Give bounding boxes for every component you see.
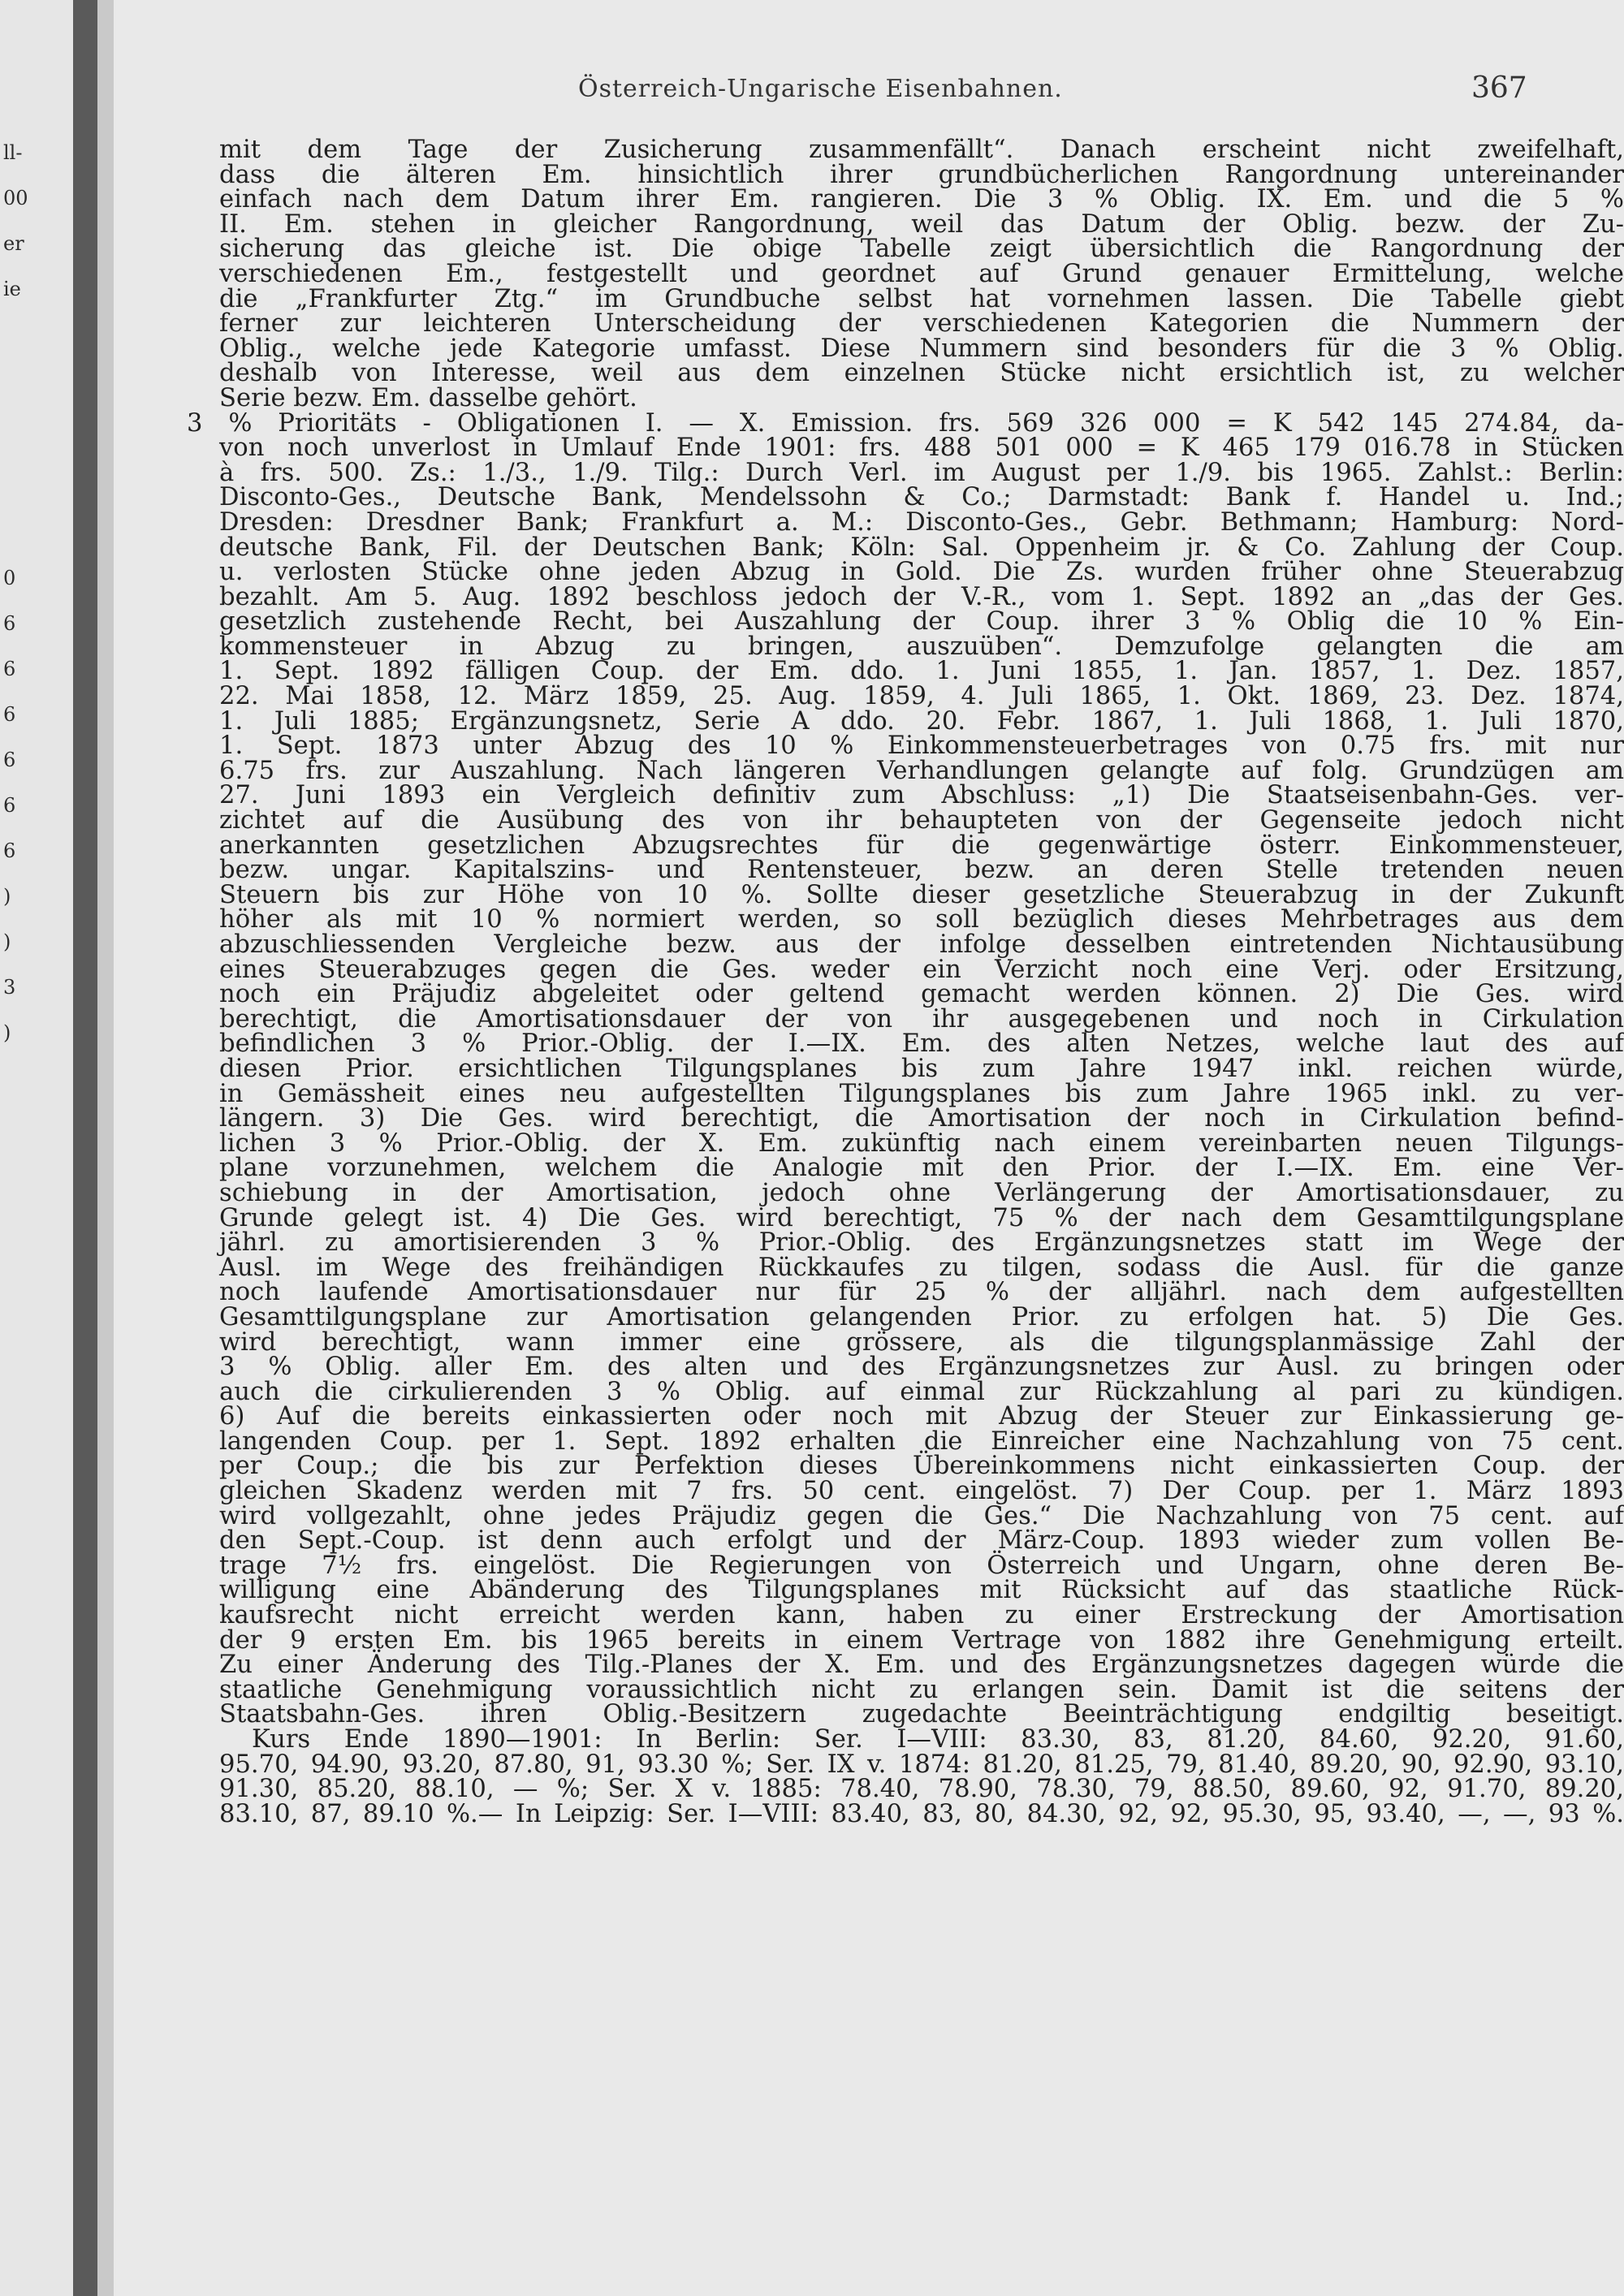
text-line: 3 % Oblig. aller Em. des alten und des Ergänzungsnetzes zur Ausl. zu bringen oder (219, 1353, 1624, 1382)
left-fragment: ) (3, 885, 11, 908)
left-fragment: 0 (3, 567, 16, 589)
left-fragment: er (3, 232, 24, 255)
text-line: anerkannten gesetzlichen Abzugsrechtes für die gegenwärtige österr. Einkommensteuer, (219, 831, 1624, 860)
text-line: höher als mit 10 % normiert werden, so soll bezüglich dieses Mehrbetrages aus dem (219, 905, 1624, 934)
left-fragment: 6 (3, 794, 16, 817)
text-line: verschiedenen Em., festgestellt und geordnet auf Grund genauer Ermittelung, welche (219, 259, 1624, 288)
text-body (187, 136, 1624, 1828)
left-page-fragments (3, 130, 60, 1055)
text-line: 27. Juni 1893 ein Vergleich definitiv zum Abschluss: „1) Die Staatseisenbahn-Ges. ver- (219, 781, 1624, 810)
text-line: Kurs Ende 1890—1901: In Berlin: Ser. I—VIII: 83.30, 83, 81.20, 84.60, 92.20, 91.60, (252, 1725, 1624, 1754)
text-line: 1. Juli 1885; Ergänzungsnetz, Serie A ddo. 20. Febr. 1867, 1. Juli 1868, 1. Juli 1870, (219, 706, 1624, 736)
text-line: diesen Prior. ersichtlichen Tilgungsplanes bis zum Jahre 1947 inkl. reichen würde, (219, 1054, 1624, 1083)
left-page-margin (0, 0, 73, 2296)
text-line: die „Frankfurter Ztg.“ im Grundbuche selbst hat vornehmen lassen. Die Tabelle giebt (219, 284, 1624, 313)
text-line: Ausl. im Wege des freihändigen Rückkaufes zu tilgen, sodass die Ausl. für die ganze (219, 1253, 1624, 1282)
text-line: langenden Coup. per 1. Sept. 1892 erhalten die Einreicher eine Nachzahlung von 75 cent. (219, 1426, 1624, 1456)
text-line: Staatsbahn-Ges. ihren Oblig.-Besitzern zugedachte Beeinträchtigung endgiltig beseitigt. (219, 1700, 1624, 1729)
left-fragment: 00 (3, 187, 28, 209)
text-line: den Sept.-Coup. ist denn auch erfolgt und der März-Coup. 1893 wieder zum vollen Be- (219, 1526, 1624, 1556)
left-fragment: 6 (3, 658, 16, 680)
text-line: mit dem Tage der Zusicherung zusammenfällt“. Danach erscheint nicht zweifelhaft, (219, 136, 1624, 164)
text-line: Grunde gelegt ist. 4) Die Ges. wird berechtigt, 75 % der nach dem Gesamttilgungsplane (219, 1203, 1624, 1232)
text-line: 91.30, 85.20, 88.10, — %; Ser. X v. 1885: 78.40, 78.90, 78.30, 79, 88.50, 89.60, 92, 91.70, 89.20, (219, 1775, 1624, 1804)
left-fragment: ) (3, 1021, 11, 1044)
text-line: auch die cirkulierenden 3 % Oblig. auf einmal zur Rückzahlung al pari zu kündigen. (219, 1377, 1624, 1406)
text-line: der 9 ersten Em. bis 1965 bereits in einem Vertrage von 1882 ihre Genehmigung erteilt. (219, 1625, 1624, 1655)
text-line: jährl. zu amortisierenden 3 % Prior.-Oblig. des Ergänzungsnetzes statt im Wege der (219, 1228, 1624, 1258)
text-line: wird vollgezahlt, ohne jedes Präjudiz gegen die Ges.“ Die Nachzahlung von 75 cent. auf (219, 1501, 1624, 1530)
text-line: willigung eine Abänderung des Tilgungsplanes mit Rücksicht auf das staatliche Rück- (219, 1576, 1624, 1605)
left-fragment: 6 (3, 749, 16, 771)
text-line: per Coup.; die bis zur Perfektion dieses Übereinkommens nicht einkassierten Coup. der (219, 1452, 1624, 1481)
book-gutter-edge (97, 0, 114, 2296)
text-line: gesetzlich zustehende Recht, bei Auszahlung der Coup. ihrer 3 % Oblig die 10 % Ein- (219, 607, 1624, 637)
left-fragment: ll- (3, 141, 23, 164)
text-line: dass die älteren Em. hinsichtlich ihrer grundbücherlichen Rangordnung untereinander (219, 160, 1624, 189)
text-line: bezahlt. Am 5. Aug. 1892 beschloss jedoch der V.-R., vom 1. Sept. 1892 an „das der Ges. (219, 582, 1624, 611)
text-line: längern. 3) Die Ges. wird berechtigt, die Amortisation der noch in Cirkulation befind- (219, 1104, 1624, 1133)
running-title: Österreich-Ungarische Eisenbahnen. (578, 75, 1063, 103)
text-line: Dresden: Dresdner Bank; Frankfurt a. M.: Disconto-Ges., Gebr. Bethmann; Hamburg: Nord- (219, 507, 1624, 537)
text-line: trage 7½ frs. eingelöst. Die Regierungen von Österreich und Ungarn, ohne deren Be- (219, 1551, 1624, 1580)
text-line: wird berechtigt, wann immer eine grössere, als die tilgungsplanmässige Zahl der (219, 1327, 1624, 1357)
text-line: berechtigt, die Amortisationsdauer der von ihr ausgegebenen und noch in Cirkulation (219, 1004, 1624, 1034)
left-fragment: 6 (3, 839, 16, 862)
left-fragment: ) (3, 930, 11, 953)
text-line: Oblig., welche jede Kategorie umfasst. Diese Nummern sind besonders für die 3 % Oblig. (219, 334, 1624, 363)
text-line: bezw. ungar. Kapitalszins- und Rentensteuer, bezw. an deren Stelle tretenden neuen (219, 856, 1624, 885)
text-line: ferner zur leichteren Unterscheidung der verschiedenen Kategorien die Nummern der (219, 309, 1624, 339)
text-line: 1. Sept. 1873 unter Abzug des 10 % Einkommensteuerbetrages von 0.75 frs. mit nur (219, 732, 1624, 761)
text-line: à frs. 500. Zs.: 1./3., 1./9. Tilg.: Durch Verl. im August per 1./9. bis 1965. Zahlst.: Berlin: (219, 458, 1624, 487)
text-line: befindlichen 3 % Prior.-Oblig. der I.—IX. Em. des alten Netzes, welche laut des auf (219, 1029, 1624, 1059)
text-line: deshalb von Interesse, weil aus dem einzelnen Stücke nicht ersichtlich ist, zu welcher (219, 359, 1624, 388)
text-line: 6.75 frs. zur Auszahlung. Nach längeren Verhandlungen gelangte auf folg. Grundzügen am (219, 756, 1624, 785)
text-line: 6) Auf die bereits einkassierten oder noch mit Abzug der Steuer zur Einkassierung ge- (219, 1402, 1624, 1431)
text-line: 95.70, 94.90, 93.20, 87.80, 91, 93.30 %; Ser. IX v. 1874: 81.20, 81.25, 79, 81.40, 89.20, 90, 92.90, 93.10, (219, 1750, 1624, 1779)
text-line: lichen 3 % Prior.-Oblig. der X. Em. zukünftig nach einem vereinbarten neuen Tilgungs- (219, 1129, 1624, 1158)
page-number: 367 (1471, 71, 1527, 105)
text-line: 83.10, 87, 89.10 %.— In Leipzig: Ser. I—VIII: 83.40, 83, 80, 84.30, 92, 92, 95.30, 95, 93.40, —, —, 93 %. (219, 1799, 1624, 1828)
text-line: 22. Mai 1858, 12. März 1859, 25. Aug. 1859, 4. Juli 1865, 1. Okt. 1869, 23. Dez. 1874, (219, 682, 1624, 711)
text-line: sicherung das gleiche ist. Die obige Tabelle zeigt übersichtlich die Rangordnung der (219, 235, 1624, 264)
text-line: plane vorzunehmen, welchem die Analogie mit den Prior. der I.—IX. Em. eine Ver- (219, 1154, 1624, 1183)
page-header (114, 71, 1624, 115)
text-line: kommensteuer in Abzug zu bringen, auszuüben“. Demzufolge gelangten die am (219, 632, 1624, 661)
text-line: 1. Sept. 1892 fälligen Coup. der Em. ddo. 1. Juni 1855, 1. Jan. 1857, 1. Dez. 1857, (219, 657, 1624, 686)
text-line: Gesamttilgungsplane zur Amortisation gelangenden Prior. zu erfolgen hat. 5) Die Ges. (219, 1302, 1624, 1331)
left-fragment: 6 (3, 703, 16, 726)
text-line: zichtet auf die Ausübung des von ihr behaupteten von der Gegenseite jedoch nicht (219, 806, 1624, 835)
text-line: kaufsrecht nicht erreicht werden kann, haben zu einer Erstreckung der Amortisation (219, 1601, 1624, 1630)
text-line: von noch unverlost in Umlauf Ende 1901: frs. 488 501 000 = K 465 179 016.78 in Stücken (219, 434, 1624, 463)
text-line: noch ein Präjudiz abgeleitet oder geltend gemacht werden können. 2) Die Ges. wird (219, 980, 1624, 1009)
left-fragment: 3 (3, 976, 16, 999)
text-line: Steuern bis zur Höhe von 10 %. Sollte dieser gesetzliche Steuerabzug in der Zukunft (219, 880, 1624, 909)
left-fragment: ie (3, 278, 21, 300)
text-line: einfach nach dem Datum ihrer Em. rangieren. Die 3 % Oblig. IX. Em. und die 5 % (219, 185, 1624, 214)
text-line: in Gemässheit eines neu aufgestellten Tilgungsplanes bis zum Jahre 1965 inkl. zu ver- (219, 1079, 1624, 1108)
book-gutter (73, 0, 97, 2296)
text-line: u. verlosten Stücke ohne jeden Abzug in Gold. Die Zs. wurden früher ohne Steuerabzug (219, 558, 1624, 587)
text-line: schiebung in der Amortisation, jedoch ohne Verlängerung der Amortisationsdauer, zu (219, 1178, 1624, 1207)
text-line: noch laufende Amortisationsdauer nur für 25 % der alljährl. nach dem aufgestellten (219, 1278, 1624, 1307)
document-page (114, 0, 1624, 2296)
left-fragment: 6 (3, 612, 16, 635)
text-line: Serie bezw. Em. dasselbe gehört. (219, 383, 637, 412)
text-line: gleichen Skadenz werden mit 7 frs. 50 cent. eingelöst. 7) Der Coup. per 1. März 1893 (219, 1477, 1624, 1506)
text-line: abzuschliessenden Vergleiche bezw. aus der infolge desselben eintretenden Nichtausübung (219, 930, 1624, 959)
text-line: eines Steuerabzuges gegen die Ges. weder ein Verzicht noch eine Verj. oder Ersitzung, (219, 955, 1624, 984)
text-line: staatliche Genehmigung voraussichtlich nicht zu erlangen sein. Damit ist die seitens der (219, 1675, 1624, 1704)
text-line: Zu einer Änderung des Tilg.-Planes der X. Em. und des Ergänzungsnetzes dagegen würde die (219, 1651, 1624, 1680)
text-line: Disconto-Ges., Deutsche Bank, Mendelssohn & Co.; Darmstadt: Bank f. Handel u. Ind.; (219, 483, 1624, 512)
section-heading-line: 3 % Prioritäts - Obligationen I. — X. Emission. frs. 569 326 000 = K 542 145 274.84, da- (187, 408, 1624, 438)
text-line: II. Em. stehen in gleicher Rangordnung, weil das Datum der Oblig. bezw. der Zu- (219, 209, 1624, 239)
text-line: deutsche Bank, Fil. der Deutschen Bank; Köln: Sal. Oppenheim jr. & Co. Zahlung der Coup. (219, 533, 1624, 562)
